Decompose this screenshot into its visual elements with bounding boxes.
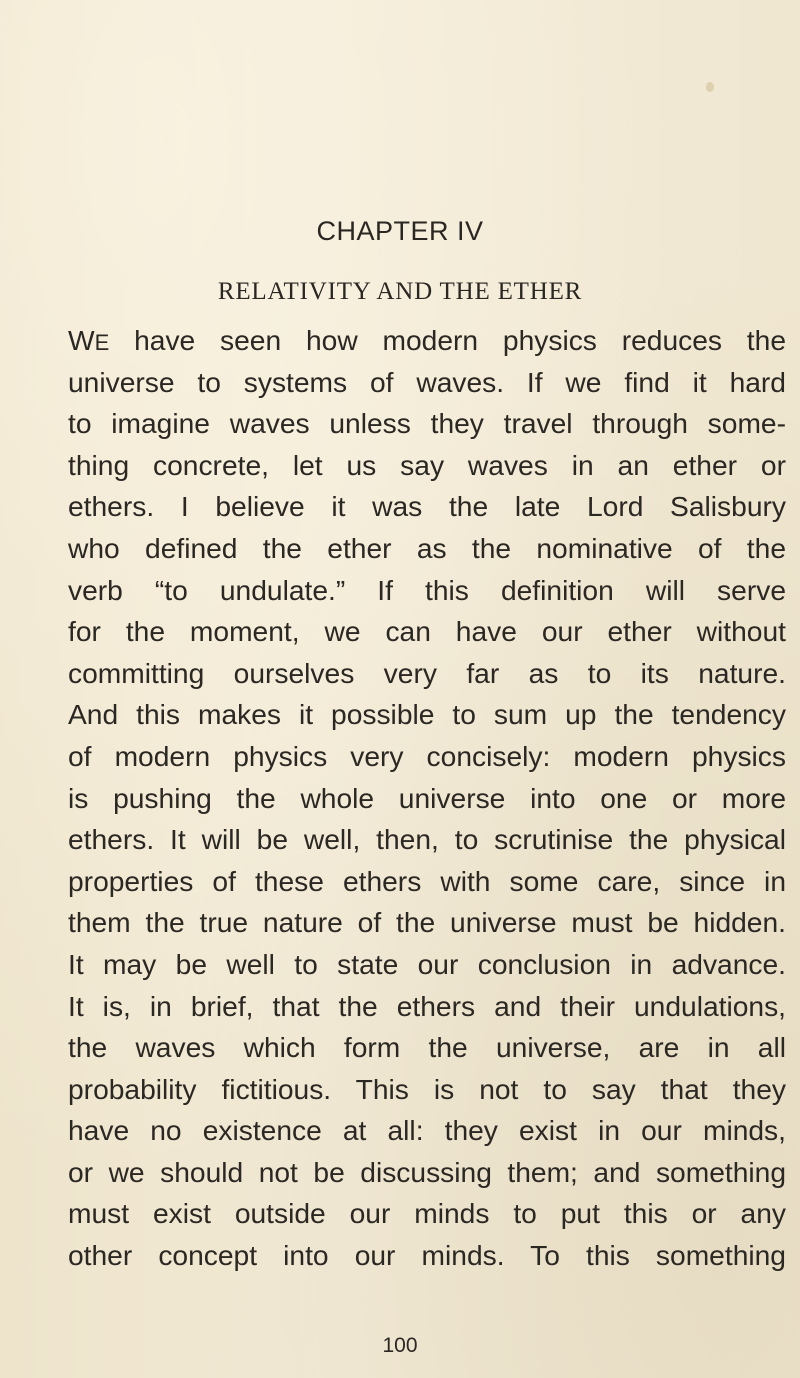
text-line: thing concrete, let us say waves in an ether or — [68, 448, 786, 481]
page-number: 100 — [382, 1334, 418, 1357]
text-line: for the moment, we can have our ether without — [68, 615, 786, 648]
text-line: verb “to undulate.” If this definition will serve — [68, 573, 786, 606]
chapter-label: CHAPTER IV — [316, 216, 484, 246]
text-line: or we should not be discussing them; and something — [68, 1155, 786, 1188]
chapter-title: RELATIVITY AND THE ETHER — [217, 278, 583, 305]
text-line: is pushing the whole universe into one or more — [68, 781, 786, 814]
text-line: It is, in brief, that the ethers and their undulations, — [68, 989, 786, 1022]
text-line: them the true nature of the universe must be hidden. — [68, 906, 786, 939]
text-line: properties of these ethers with some care, since in — [68, 864, 786, 897]
text-line: probability fictitious. This is not to say that they — [68, 1072, 786, 1105]
body-text — [68, 320, 786, 1277]
text-line: committing ourselves very far as to its nature. — [68, 656, 786, 689]
text-line: ethers. It will be well, then, to scrutinise the physical — [68, 823, 786, 856]
text-line: must exist outside our minds to put this or any — [68, 1197, 786, 1230]
text-line: ethers. I believe it was the late Lord Salisbury — [68, 490, 786, 523]
paper-speck — [706, 82, 714, 92]
text-line: other concept into our minds. To this something — [68, 1239, 786, 1272]
first-word-smallcaps: E — [94, 330, 110, 355]
text-line: have no existence at all: they exist in our minds, — [68, 1114, 786, 1147]
text-line: And this makes it possible to sum up the tendency — [68, 698, 786, 731]
text-line: to imagine waves unless they travel through some- — [68, 407, 786, 440]
text-line: who defined the ether as the nominative of the — [68, 531, 786, 564]
text-line — [68, 320, 786, 362]
text-line: It may be well to state our conclusion in advance. — [68, 947, 786, 980]
first-line-text: have seen how modern physics reduces the — [109, 324, 786, 356]
text-line: the waves which form the universe, are in all — [68, 1031, 786, 1064]
drop-initial: W — [68, 324, 95, 356]
text-line: of modern physics very concisely: modern physics — [68, 739, 786, 772]
text-line: universe to systems of waves. If we find it hard — [68, 365, 786, 398]
